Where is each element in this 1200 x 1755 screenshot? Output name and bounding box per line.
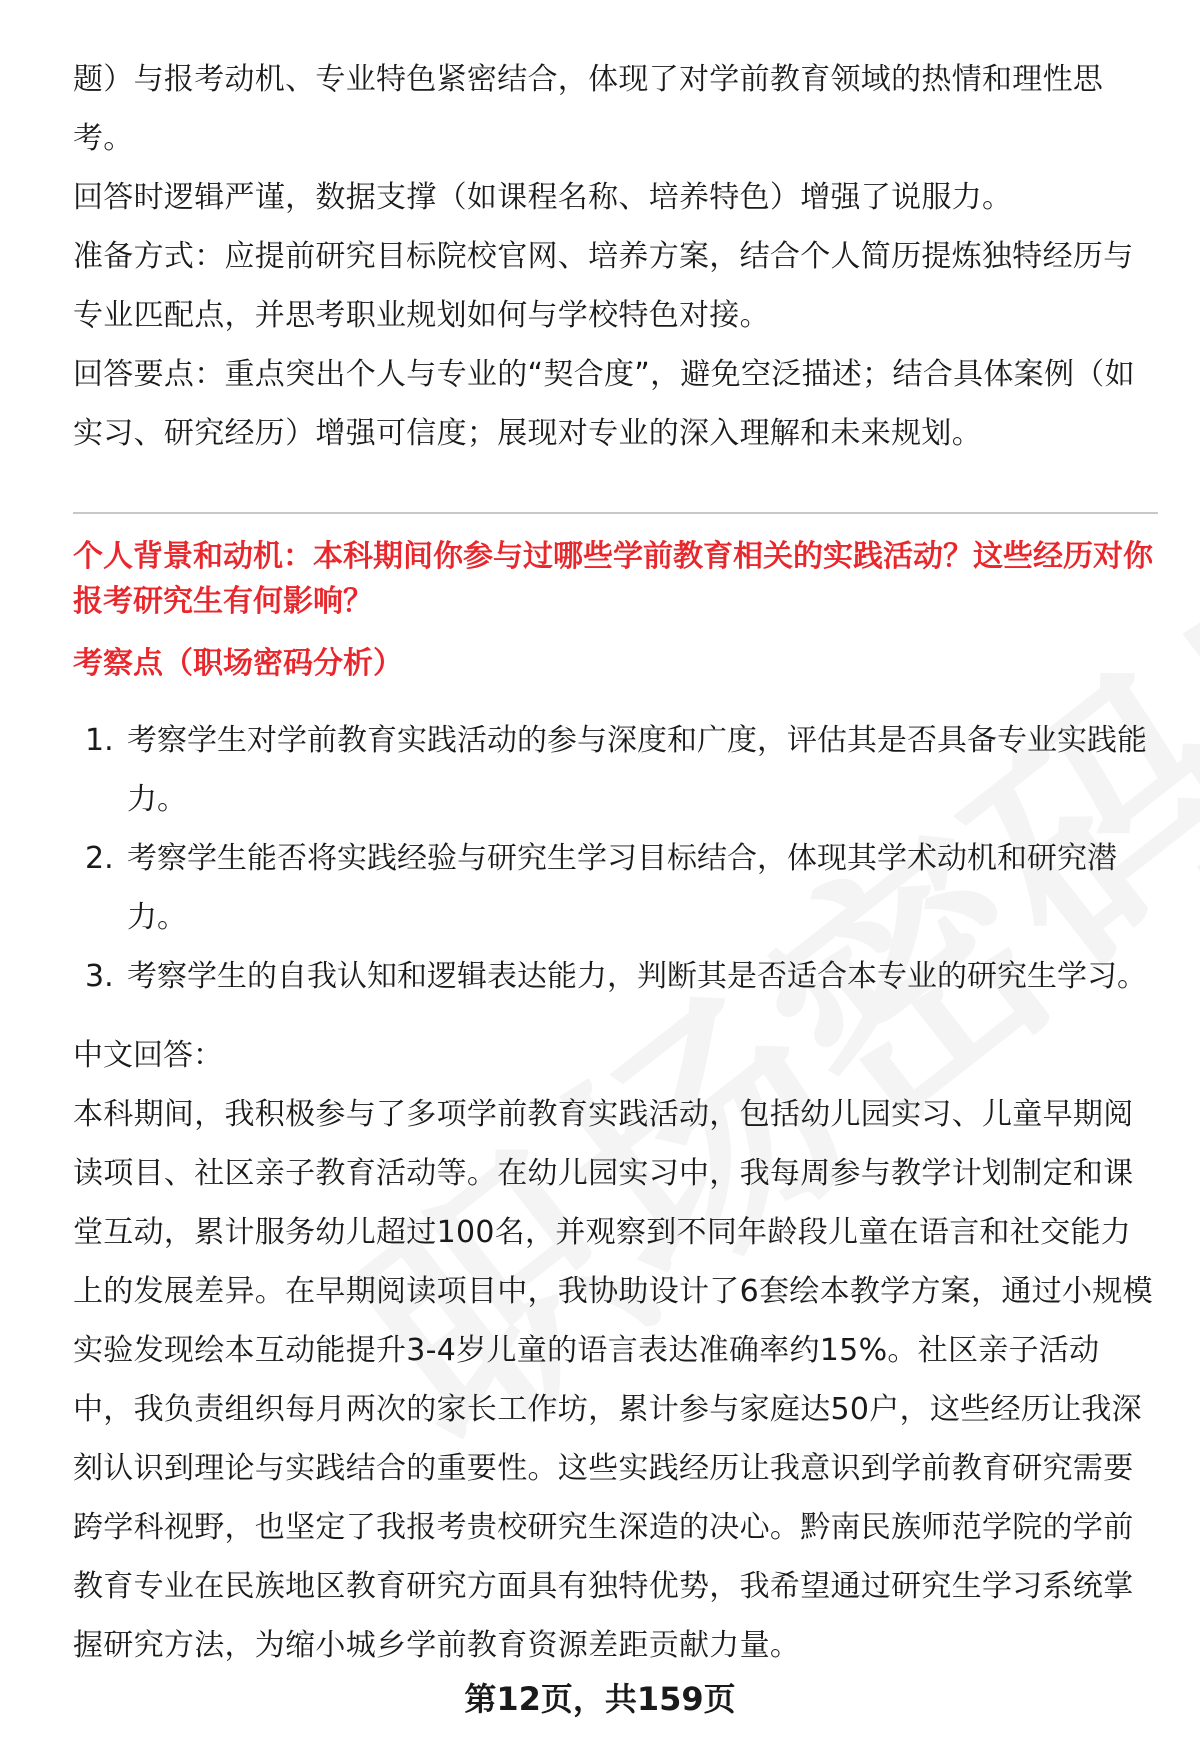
document-page <box>73 50 1158 1675</box>
focus-title: 考察点（职场密码分析） <box>73 646 403 681</box>
page-footer: 第12页，共159页 <box>464 1680 736 1718</box>
focus-item <box>73 829 1158 947</box>
focus-item-text: 考察学生对学前教育实践活动的参与深度和广度，评估其是否具备专业实践能力。 <box>127 723 1147 817</box>
intro-paragraph-4: 回答要点：重点突出个人与专业的“契合度”，避免空泛描述；结合具体案例（如实习、研究经历）增强可信度；展现对专业的深入理解和未来规划。 <box>73 357 1135 451</box>
focus-list <box>73 711 1158 1006</box>
focus-item-number: 3. <box>85 959 114 994</box>
focus-item-text: 考察学生的自我认知和逻辑表达能力，判断其是否适合本专业的研究生学习。 <box>127 959 1147 994</box>
focus-item-number: 1. <box>85 723 114 758</box>
intro-paragraph-1: 题）与报考动机、专业特色紧密结合，体现了对学前教育领域的热情和理性思考。 <box>73 62 1104 156</box>
question-heading: 个人背景和动机：本科期间你参与过哪些学前教育相关的实践活动？这些经历对你报考研究生有何影响？ <box>73 539 1153 619</box>
intro-paragraph-3: 准备方式：应提前研究目标院校官网、培养方案，结合个人简历提炼独特经历与专业匹配点，并思考职业规划如何与学校特色对接。 <box>73 239 1134 333</box>
intro-paragraph-2: 回答时逻辑严谨，数据支撑（如课程名称、培养特色）增强了说服力。 <box>73 180 1013 215</box>
answer-text: 本科期间，我积极参与了多项学前教育实践活动，包括幼儿园实习、儿童早期阅读项目、社区亲子教育活动等。在幼儿园实习中，我每周参与教学计划制定和课堂互动，累计服务幼儿超过100名，并观察到不同年龄段儿童在语言和社交能力上的发展差异。在早期阅读项目中，我协助设计了6套绘本教学方案，通过小规模实验发现绘本互动能提升3-4岁儿童的语言表达准确率约15%。社区亲子活动中，我负责组织每月两次的家长工作坊，累计参与家庭达50户，这些经历让我深刻认识到理论与实践结合的重要性。这些实践经历让我意识到学前教育研究需要跨学科视野，也坚定了我报考贵校研究生深造的决心。黔南民族师范学院的学前教育专业在民族地区教育研究方面具有独特优势，我希望通过研究生学习系统掌握研究方法，为缩小城乡学前教育资源差距贡献力量。 <box>73 1097 1153 1663</box>
focus-item-number: 2. <box>85 841 114 876</box>
focus-item <box>73 711 1158 829</box>
answer-label: 中文回答： <box>73 1038 223 1073</box>
focus-item <box>73 947 1158 1006</box>
focus-item-text: 考察学生能否将实践经验与研究生学习目标结合，体现其学术动机和研究潜力。 <box>127 841 1117 935</box>
section-divider <box>73 512 1158 514</box>
